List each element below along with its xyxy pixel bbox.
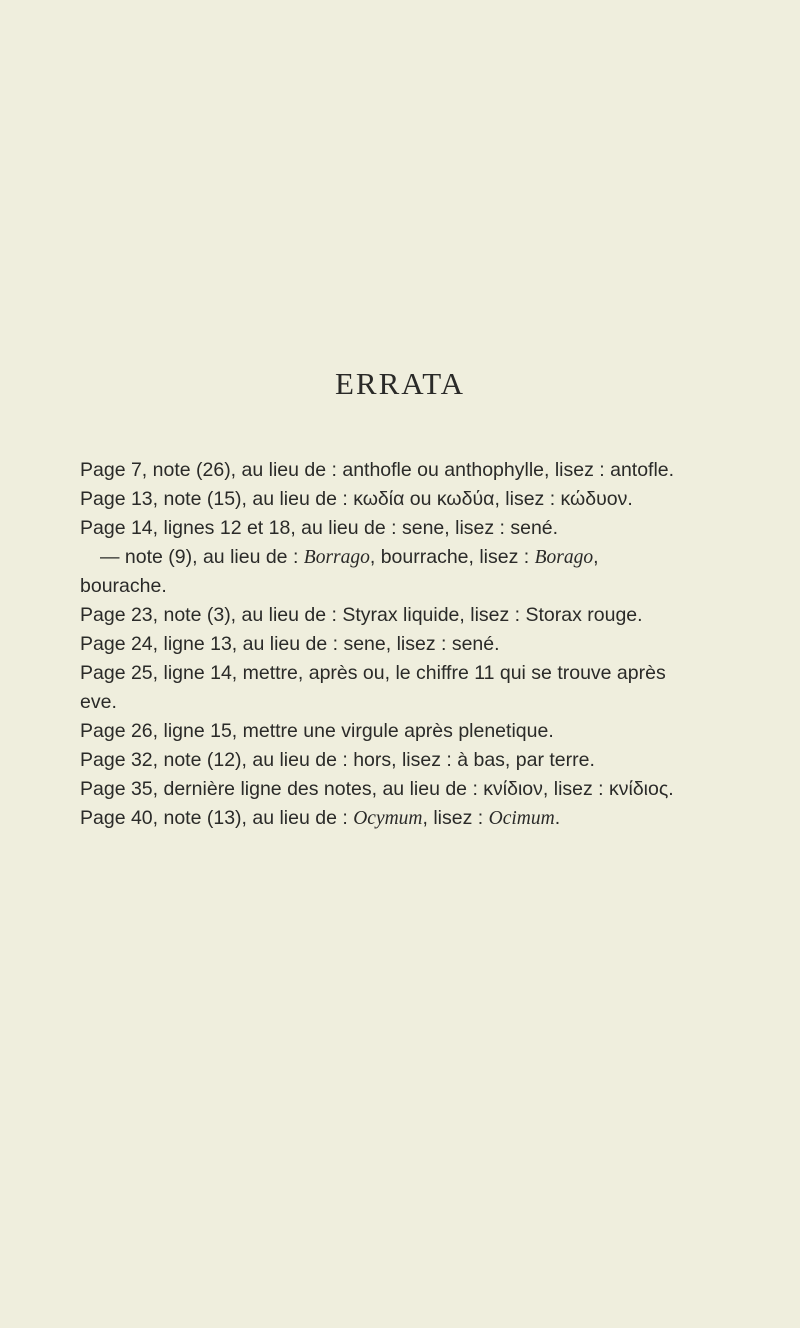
errata-entry: Page 14, lignes 12 et 18, au lieu de : sene, lisez : sené. <box>80 517 559 539</box>
errata-entry-line: Page 25, ligne 14, mettre, après ou, le chiffre 11 qui se trouve après <box>80 662 666 684</box>
errata-entry: Page 7, note (26), au lieu de : anthofle ou anthophylle, lisez : antofle. <box>80 459 675 481</box>
errata-entry: Page 26, ligne 15, mettre une virgule après plenetique. <box>80 720 554 742</box>
errata-entry-mid: , bourrache, lisez : <box>369 546 535 568</box>
errata-entry-italic: Borrago <box>303 547 370 568</box>
errata-entry-mid: , lisez : <box>422 807 489 829</box>
errata-entry-continuation: bourache. <box>80 575 167 597</box>
errata-entry-tail: , <box>593 546 599 568</box>
errata-list <box>80 456 720 833</box>
page-title: ERRATA <box>334 366 466 401</box>
errata-entry-continuation: eve. <box>80 691 117 713</box>
errata-entry <box>80 659 720 717</box>
errata-entry-lead: Page 40, note (13), au lieu de : <box>80 807 354 829</box>
errata-entry-italic: Borago <box>534 547 594 568</box>
errata-entry: Page 24, ligne 13, au lieu de : sene, lisez : sené. <box>80 633 500 655</box>
errata-entry-tail: . <box>554 807 561 829</box>
errata-entry: Page 32, note (12), au lieu de : hors, lisez : à bas, par terre. <box>80 749 595 771</box>
errata-entry-italic: Ocymum <box>353 808 423 829</box>
errata-entry <box>80 543 720 601</box>
errata-entry <box>80 804 720 833</box>
errata-entry: Page 23, note (3), au lieu de : Styrax liquide, lisez : Storax rouge. <box>80 604 643 626</box>
errata-entry: Page 13, note (15), au lieu de : κωδία ou κωδύα, lisez : κώδυον. <box>80 488 633 510</box>
errata-entry-italic: Ocimum <box>488 808 555 829</box>
errata-entry-lead: — note (9), au lieu de : <box>100 546 304 568</box>
errata-entry: Page 35, dernière ligne des notes, au lieu de : κνίδιον, lisez : κνίδιος. <box>80 778 674 800</box>
